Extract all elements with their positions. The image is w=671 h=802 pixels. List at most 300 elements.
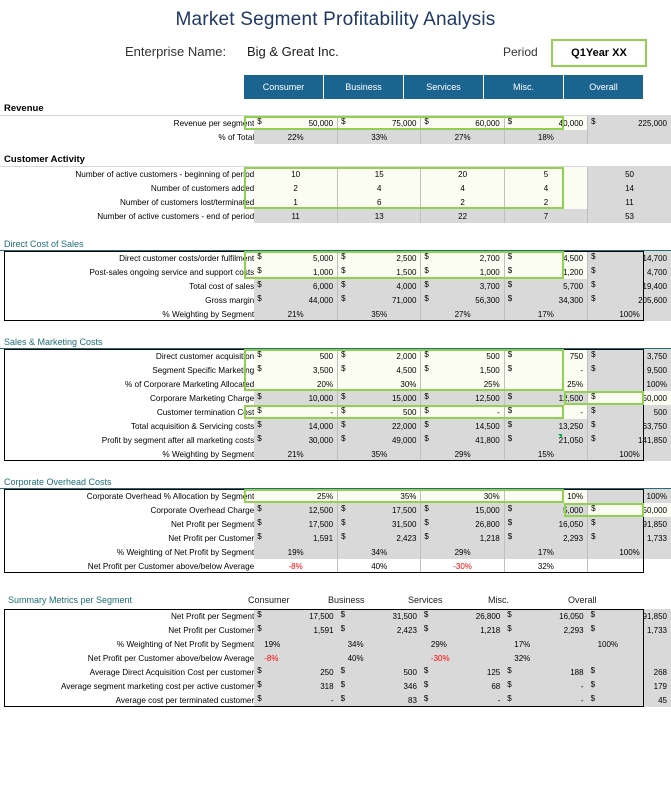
- currency-symbol: $: [257, 680, 262, 689]
- cell: [338, 693, 421, 707]
- cell: [504, 503, 587, 517]
- currency-symbol: $: [341, 434, 346, 443]
- cell-value: 68: [491, 682, 501, 691]
- cell-value: 31,500: [392, 612, 417, 621]
- currency-symbol: $: [507, 518, 513, 527]
- cell: [421, 265, 504, 279]
- cell-value: 15,000: [475, 506, 500, 515]
- table-row: [0, 447, 671, 461]
- currency-symbol: $: [591, 518, 596, 527]
- currency-symbol: $: [257, 666, 262, 675]
- currency-symbol: $: [257, 252, 262, 261]
- currency-symbol: $: [423, 624, 429, 633]
- cell: [504, 349, 587, 363]
- currency-symbol: $: [257, 392, 262, 401]
- cell-value: 11: [254, 209, 337, 223]
- cell-value: 50,000: [642, 506, 667, 515]
- currency-symbol: $: [591, 420, 596, 429]
- cell-value: 35%: [338, 447, 421, 461]
- table-row: [0, 405, 671, 419]
- cell: [338, 349, 421, 363]
- row-label: Number of customers lost/terminated: [119, 197, 255, 207]
- cell-value: 141,850: [638, 436, 667, 445]
- section-spacer: [0, 144, 671, 152]
- cell-value: 17,500: [309, 612, 334, 621]
- cell-value[interactable]: 225,000: [638, 119, 667, 128]
- cell: [254, 251, 337, 265]
- cell-value: -8%: [254, 651, 337, 665]
- currency-symbol: $: [341, 420, 346, 429]
- table-row: [0, 293, 671, 307]
- cell: [254, 391, 337, 405]
- cell-value: 12,500: [558, 394, 584, 403]
- cell: [504, 265, 587, 279]
- cell: [588, 116, 671, 130]
- cell-value: 63,750: [642, 422, 667, 431]
- cell-value: 1,733: [646, 534, 667, 543]
- section-header-corporate-overhead-costs: Corporate Overhead Costs: [0, 475, 671, 489]
- table-row: [0, 651, 671, 665]
- row-label: % of Total: [218, 132, 255, 142]
- row-label: Direct customer acquisition: [155, 351, 255, 361]
- row-label: Net Profit per Customer: [168, 625, 255, 635]
- row-label: Total cost of sales: [189, 281, 255, 291]
- cell: [504, 419, 587, 433]
- cell-value[interactable]: 2: [254, 181, 337, 195]
- row-label: Net Profit per Segment: [170, 519, 255, 529]
- cell-value: 16,050: [558, 520, 584, 529]
- cell: [338, 419, 421, 433]
- currency-symbol: $: [424, 392, 429, 401]
- cell-value[interactable]: 500: [653, 408, 667, 417]
- cell-value[interactable]: 5,000: [313, 254, 334, 263]
- table-row: [0, 517, 671, 531]
- cell-value[interactable]: 1,500: [479, 366, 500, 375]
- period-input[interactable]: Q1Year XX: [551, 39, 647, 67]
- currency-symbol: $: [340, 666, 346, 675]
- cell-value: 1,218: [479, 534, 500, 543]
- cell: [254, 116, 337, 130]
- cell: [588, 609, 671, 623]
- currency-symbol: $: [423, 666, 429, 675]
- cell: [254, 609, 337, 623]
- section-header-revenue: Revenue: [0, 101, 671, 116]
- currency-symbol: $: [423, 694, 429, 703]
- cell-value[interactable]: 14,700: [642, 254, 667, 263]
- cell: [421, 679, 504, 693]
- cell: [588, 503, 671, 517]
- cell: [338, 503, 421, 517]
- enterprise-name-label: Enterprise Name:: [125, 44, 227, 59]
- cell: [504, 293, 587, 307]
- cell-value[interactable]: 35%: [338, 489, 421, 503]
- cell-value[interactable]: 20: [421, 167, 504, 181]
- cell-value[interactable]: 4,700: [646, 268, 667, 277]
- row-label: Gross margin: [205, 295, 255, 305]
- currency-symbol: $: [590, 666, 596, 675]
- cell: [588, 623, 671, 637]
- cell-value[interactable]: 25%: [421, 377, 504, 391]
- cell-value[interactable]: 2,500: [396, 254, 417, 263]
- summary-table: [0, 609, 671, 707]
- cell-value[interactable]: 30%: [338, 377, 421, 391]
- cell: [421, 251, 504, 265]
- currency-symbol: $: [341, 364, 346, 373]
- cell-value: 13: [338, 209, 421, 223]
- cell: [338, 679, 421, 693]
- currency-symbol: $: [424, 252, 429, 261]
- table-row: [0, 181, 671, 195]
- section-spacer: [0, 223, 671, 231]
- cell-value: 83: [408, 696, 417, 705]
- section-table-customer-activity: [0, 167, 671, 223]
- column-header-overall[interactable]: Overall: [564, 75, 644, 99]
- table-row: [0, 637, 671, 651]
- currency-symbol: $: [590, 694, 596, 703]
- cell-value: 21%: [254, 447, 337, 461]
- cell-value[interactable]: 1: [254, 195, 337, 209]
- currency-symbol: $: [340, 694, 346, 703]
- row-label: Number of customers added: [150, 183, 255, 193]
- enterprise-name-value[interactable]: Big & Great Inc.: [247, 44, 339, 59]
- cell-value[interactable]: 1,200: [563, 268, 584, 277]
- cell-value[interactable]: 3,500: [313, 366, 334, 375]
- cell: [504, 279, 587, 293]
- cell-value[interactable]: 40,000: [558, 119, 584, 128]
- row-label: Segment Specific Marketing: [152, 365, 255, 375]
- currency-symbol: $: [340, 610, 346, 619]
- cell-value[interactable]: -: [580, 366, 584, 375]
- cell: [421, 665, 504, 679]
- cell: [254, 623, 337, 637]
- currency-symbol: $: [340, 680, 346, 689]
- cell-value: -30%: [421, 559, 504, 573]
- cell-value[interactable]: 100%: [588, 489, 671, 503]
- cell-value: 45: [658, 696, 667, 705]
- cell-value[interactable]: -: [330, 408, 334, 417]
- table-row: [0, 349, 671, 363]
- cell-value[interactable]: 11: [588, 195, 671, 209]
- cell-value[interactable]: 2,700: [479, 254, 500, 263]
- cell-value: 21,050: [558, 436, 584, 445]
- cell: [338, 405, 421, 419]
- table-row: [0, 167, 671, 181]
- cell: [338, 665, 421, 679]
- currency-symbol: $: [591, 364, 596, 373]
- cell-value[interactable]: 30%: [421, 489, 504, 503]
- row-label: Direct customer costs/order fulfilment: [119, 253, 255, 263]
- currency-symbol: $: [591, 434, 596, 443]
- cell-value: 318: [320, 682, 334, 691]
- currency-symbol: $: [424, 350, 429, 359]
- currency-symbol: $: [341, 117, 346, 126]
- cell-value: 35%: [338, 307, 421, 321]
- cell-value[interactable]: 4: [504, 181, 587, 195]
- currency-symbol: $: [424, 406, 429, 415]
- cell-value: 18%: [504, 130, 587, 144]
- section-spacer: [0, 573, 671, 581]
- currency-symbol: $: [257, 350, 262, 359]
- cell-value: 91,850: [642, 520, 667, 529]
- row-label: % Weighting of Net Profit by Segment: [116, 547, 255, 557]
- currency-symbol: $: [591, 294, 596, 303]
- cell: [254, 433, 337, 447]
- currency-symbol: $: [591, 266, 596, 275]
- cell-value: -8%: [288, 562, 303, 571]
- cell: [504, 679, 587, 693]
- row-label: Customer termination Cost: [156, 407, 255, 417]
- row-label: Number of active customers - end of period: [97, 211, 255, 221]
- cell: [588, 405, 671, 419]
- currency-symbol: $: [507, 504, 513, 513]
- cell-value[interactable]: 500: [403, 408, 417, 417]
- column-header-services[interactable]: Services: [404, 75, 484, 99]
- cell: [338, 251, 421, 265]
- cell: [421, 293, 504, 307]
- cell-value[interactable]: 4,500: [563, 254, 584, 263]
- currency-symbol: $: [591, 504, 596, 513]
- cell: [504, 363, 587, 377]
- cell-value: 27%: [421, 307, 504, 321]
- cell-value: 34%: [338, 637, 421, 651]
- cell-value: 29%: [421, 637, 504, 651]
- table-row: [0, 195, 671, 209]
- currency-symbol: $: [424, 117, 429, 126]
- currency-symbol: $: [257, 266, 262, 275]
- currency-symbol: $: [507, 392, 513, 401]
- cell-value[interactable]: 4: [338, 181, 421, 195]
- cell: [504, 391, 587, 405]
- cell-value[interactable]: 4,500: [396, 366, 417, 375]
- currency-symbol: $: [424, 504, 429, 513]
- cell-value: 2,423: [396, 626, 417, 635]
- cell: [504, 609, 587, 623]
- table-row: [0, 693, 671, 707]
- currency-symbol: $: [257, 504, 262, 513]
- section-spacer: [0, 321, 671, 329]
- cell-value[interactable]: 25%: [504, 377, 587, 391]
- column-header-consumer[interactable]: Consumer: [244, 75, 324, 99]
- currency-symbol: $: [257, 280, 262, 289]
- currency-symbol: $: [424, 434, 429, 443]
- cell-value[interactable]: 100%: [588, 377, 671, 391]
- currency-symbol: $: [591, 252, 596, 261]
- cell-value[interactable]: -: [580, 408, 584, 417]
- sheet-body: [0, 101, 671, 707]
- currency-symbol: $: [507, 266, 513, 275]
- cell-value: -30%: [421, 651, 504, 665]
- row-label: Total acquisition & Servicing costs: [130, 421, 255, 431]
- currency-symbol: $: [341, 532, 346, 541]
- table-row: [0, 433, 671, 447]
- currency-symbol: $: [257, 117, 262, 126]
- cell: [588, 419, 671, 433]
- cell-value[interactable]: 500: [319, 352, 334, 361]
- currency-symbol: $: [423, 610, 429, 619]
- cell-value: 29%: [421, 447, 504, 461]
- cell-value: 40%: [338, 559, 421, 573]
- cell: [588, 679, 671, 693]
- cell-value[interactable]: 1,500: [396, 268, 417, 277]
- cell: [254, 693, 337, 707]
- currency-symbol: $: [591, 350, 596, 359]
- section-table-direct-cost-of-sales: [0, 251, 671, 321]
- cell-value: 19%: [254, 637, 337, 651]
- currency-symbol: $: [341, 280, 346, 289]
- cell-value: 125: [486, 668, 501, 677]
- cell: [421, 363, 504, 377]
- cell: [338, 279, 421, 293]
- currency-symbol: $: [507, 666, 512, 675]
- cell-value[interactable]: 10: [254, 167, 337, 181]
- cell-value[interactable]: 500: [486, 352, 500, 361]
- currency-symbol: $: [341, 350, 346, 359]
- summary-header-row: [0, 595, 671, 609]
- cell-value[interactable]: 10%: [504, 489, 587, 503]
- cell: [504, 665, 587, 679]
- row-label: Average Direct Acquisition Cost per customer: [89, 667, 255, 677]
- cell-value[interactable]: 15: [338, 167, 421, 181]
- cell-value[interactable]: 750: [569, 352, 584, 361]
- cell-value: 33%: [338, 130, 421, 144]
- cell-value: 22: [421, 209, 504, 223]
- cell: [588, 279, 671, 293]
- cell: [588, 363, 671, 377]
- table-row: [0, 545, 671, 559]
- row-label: Net Profit per Customer: [168, 533, 255, 543]
- cell: [338, 531, 421, 545]
- currency-symbol: $: [424, 518, 429, 527]
- cell: [504, 623, 587, 637]
- currency-symbol: $: [340, 624, 346, 633]
- cell-value: 188: [570, 668, 584, 677]
- cell-value[interactable]: 9,500: [646, 366, 667, 375]
- column-header-business[interactable]: Business: [324, 75, 404, 99]
- cell: [421, 419, 504, 433]
- cell-value[interactable]: 1,000: [313, 268, 334, 277]
- cell: [504, 433, 587, 447]
- cell-value[interactable]: 5: [504, 167, 587, 181]
- cell-value[interactable]: 2: [504, 195, 587, 209]
- cell-value: 56,300: [475, 296, 500, 305]
- cell-value[interactable]: 1,000: [479, 268, 500, 277]
- cell-value[interactable]: 25%: [254, 489, 337, 503]
- currency-symbol: $: [341, 266, 346, 275]
- cell-value: 100%: [588, 307, 671, 321]
- row-label: Net Profit per Segment: [170, 611, 255, 621]
- cell-value: 100%: [588, 447, 671, 461]
- cell-value[interactable]: 75,000: [391, 119, 417, 128]
- cell-value[interactable]: 3,750: [646, 352, 667, 361]
- currency-symbol: $: [424, 532, 429, 541]
- cell-value: 30,000: [308, 436, 334, 445]
- cell-value[interactable]: 6: [338, 195, 421, 209]
- period-label: Period: [503, 45, 538, 59]
- cell-value: 44,000: [308, 296, 334, 305]
- row-label: Profit by segment after all marketing costs: [101, 435, 255, 445]
- cell: [421, 609, 504, 623]
- summary-column-header-overall: Overall: [568, 595, 597, 605]
- cell-value[interactable]: 20%: [254, 377, 337, 391]
- currency-symbol: $: [257, 294, 262, 303]
- cell-value: 6,000: [313, 282, 334, 291]
- currency-symbol: $: [507, 694, 512, 703]
- cell-value: 15%: [504, 447, 587, 461]
- cell-value: 7: [504, 209, 587, 223]
- cell: [504, 251, 587, 265]
- currency-symbol: $: [257, 434, 262, 443]
- cell-value: 40%: [338, 651, 421, 665]
- currency-symbol: $: [507, 420, 513, 429]
- table-row: [0, 377, 671, 391]
- table-row: [0, 307, 671, 321]
- cell-value[interactable]: -: [497, 408, 500, 417]
- currency-symbol: $: [424, 294, 429, 303]
- table-row: [0, 130, 671, 144]
- table-row: [0, 503, 671, 517]
- cell-value: 22,000: [391, 422, 417, 431]
- cell-value: 22%: [254, 130, 337, 144]
- cell-value: 1,733: [646, 626, 667, 635]
- currency-symbol: $: [507, 434, 513, 443]
- cell-value: [588, 559, 671, 573]
- table-row: [0, 665, 671, 679]
- cell-value: 205,600: [638, 296, 667, 305]
- cell-value: 19%: [254, 545, 337, 559]
- currency-symbol: $: [424, 280, 429, 289]
- cell-value: 1,591: [313, 626, 334, 635]
- cell: [421, 391, 504, 405]
- row-label: Revenue per segment: [173, 118, 255, 128]
- cell-value[interactable]: 2: [421, 195, 504, 209]
- cell: [421, 517, 504, 531]
- currency-symbol: $: [257, 518, 262, 527]
- currency-symbol: $: [507, 610, 512, 619]
- cell-value: 91,850: [642, 612, 667, 621]
- row-label: Average cost per terminated customer: [115, 695, 255, 705]
- cell-value[interactable]: 4: [421, 181, 504, 195]
- cell: [338, 391, 421, 405]
- table-row: [0, 609, 671, 623]
- cell-value[interactable]: 50: [588, 167, 671, 181]
- row-label: Corporate Overhead % Allocation by Segment: [86, 491, 255, 501]
- table-row: [0, 489, 671, 503]
- cell-value[interactable]: 50,000: [308, 119, 334, 128]
- row-label: Corporare Marketing Charge: [150, 393, 255, 403]
- cell-value: 10,000: [308, 394, 334, 403]
- currency-symbol: $: [507, 532, 513, 541]
- cell-value: 3,700: [479, 282, 500, 291]
- cell-value: 17%: [504, 545, 587, 559]
- currency-symbol: $: [341, 252, 346, 261]
- currency-symbol: $: [341, 406, 346, 415]
- cell-value[interactable]: 14: [588, 181, 671, 195]
- cell: [338, 363, 421, 377]
- cell-value[interactable]: 2,000: [396, 352, 417, 361]
- column-header-misc[interactable]: Misc.: [484, 75, 564, 99]
- currency-symbol: $: [507, 680, 512, 689]
- page-title: Market Segment Profitability Analysis: [175, 9, 496, 30]
- cell: [254, 665, 337, 679]
- currency-symbol: $: [591, 280, 596, 289]
- cell-value[interactable]: 60,000: [475, 119, 500, 128]
- row-label: % Weighting of Net Profit by Segment: [116, 639, 255, 649]
- cell-value: 5,700: [563, 282, 584, 291]
- currency-symbol: $: [591, 392, 596, 401]
- summary-column-header-services: Services: [408, 595, 443, 605]
- cell-value: 71,000: [391, 296, 417, 305]
- currency-symbol: $: [341, 294, 346, 303]
